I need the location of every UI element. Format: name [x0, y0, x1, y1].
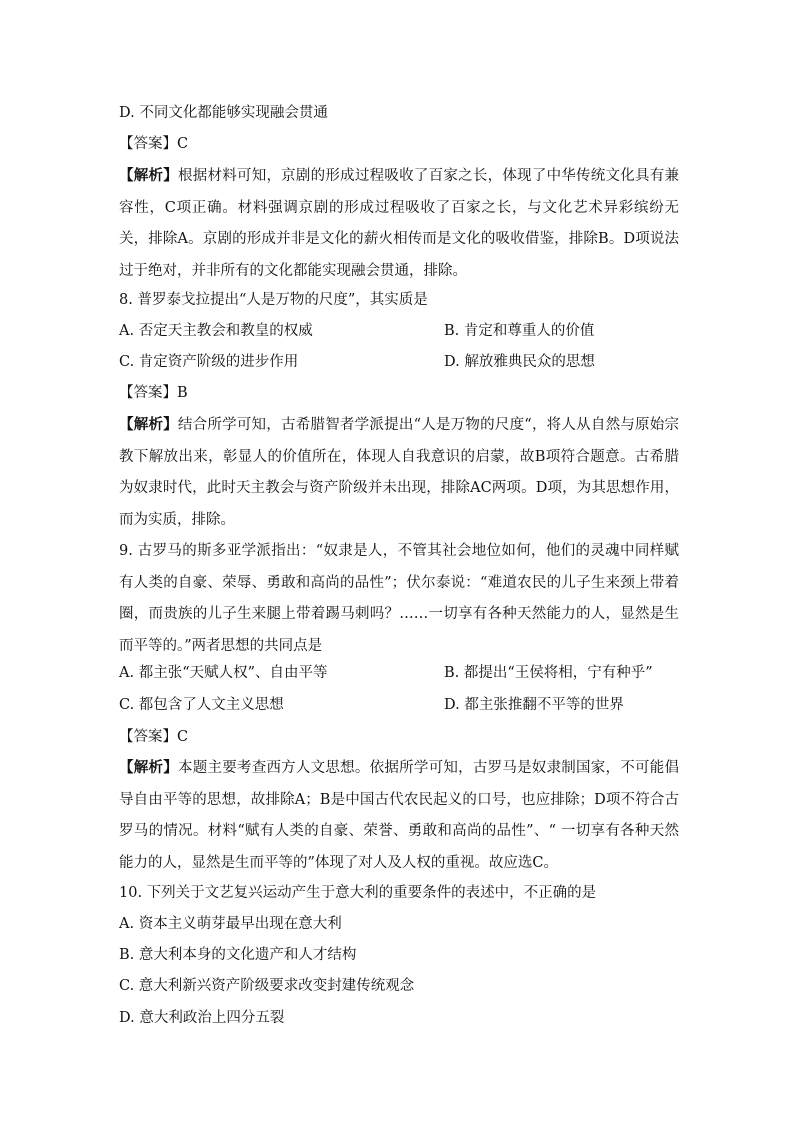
q10-option-a: A. 资本主义萌芽最早出现在意大利: [119, 916, 342, 932]
q8-option-b: B. 肯定和尊重人的价值: [444, 323, 595, 339]
q9-option-a: A. 都主张“天赋人权”、自由平等: [119, 665, 328, 681]
q9-stem: 9. 古罗马的斯多亚学派指出：“奴隶是人，不管其社会地位如何，他们的灵魂中同样赋有人类的自豪、荣辱、勇敢和高尚的品性”；伏尔泰说：“难道农民的儿子生来颈上带着圈，而贵族的儿子生来腿上带着踢马刺吗？……一切享有各种天然能力的人，显然是生而平等的。”两者思想的共同点是: [119, 543, 679, 654]
explanation-label: 【解析】: [119, 167, 178, 184]
q9-option-c: C. 都包含了人文主义思想: [119, 697, 284, 713]
q10-stem: 10. 下列关于文艺复兴运动产生于意大利的重要条件的表述中，不正确的是: [119, 885, 597, 901]
q9-option-b: B. 都提出“王侯将相，宁有种乎”: [444, 665, 653, 681]
explanation-label: 【解析】: [119, 759, 178, 776]
explanation-text: 本题主要考查西方人文思想。依据所学可知，古罗马是奴隶制国家，不可能倡导自由平等的思想，故排除A；B是中国古代农民起义的口号，也应排除；D项不符合古罗马的情况。材料“赋有人类的自豪、荣誉、勇敢和高尚的品性”、“ 一切享有各种天然能力的人，显然是生而平等的”体现了对人及人权的重视。故应选C。: [119, 760, 680, 871]
q8-option-c: C. 肯定资产阶级的进步作用: [119, 354, 299, 370]
q9-explanation: [119, 752, 679, 879]
q8-stem: 8. 普罗泰戈拉提出“人是万物的尺度”，其实质是: [119, 292, 428, 308]
q8-explanation: [119, 409, 679, 536]
q7-option-d: D. 不同文化都能够实现融会贯通: [119, 105, 328, 121]
q8-answer: 【答案】B: [119, 385, 188, 401]
q10-option-d: D. 意大利政治上四分五裂: [119, 1010, 285, 1026]
q10-option-b: B. 意大利本身的文化遗产和人才结构: [119, 947, 357, 963]
q10-option-c: C. 意大利新兴资产阶级要求改变封建传统观念: [119, 978, 415, 994]
q7-answer: 【答案】C: [119, 136, 189, 152]
q9-answer: 【答案】C: [119, 729, 189, 745]
q7-explanation: [119, 160, 679, 287]
explanation-text: 结合所学可知，古希腊智者学派提出“人是万物的尺度“，将人从自然与原始宗教下解放出来，彰显人的价值所在，体现人自我意识的启蒙，故B项符合题意。古希腊为奴隶时代，此时天主教会与资产阶级并未出现，排除AC两项。D项，为其思想作用，而为实质，排除。: [119, 417, 680, 528]
q8-option-a: A. 否定天主教会和教皇的权威: [119, 323, 313, 339]
q9-option-d: D. 都主张推翻不平等的世界: [444, 697, 624, 713]
q8-option-d: D. 解放雅典民众的思想: [444, 354, 595, 370]
explanation-label: 【解析】: [119, 416, 178, 433]
explanation-text: 根据材料可知，京剧的形成过程吸收了百家之长，体现了中华传统文化具有兼容性，C项正确。材料强调京剧的形成过程吸收了百家之长，与文化艺术异彩缤纷无关，排除A。京剧的形成并非是文化的薪火相传而是文化的吸收借鉴，排除B。D项说法过于绝对，并非所有的文化都能实现融会贯通，排除。: [119, 168, 680, 279]
